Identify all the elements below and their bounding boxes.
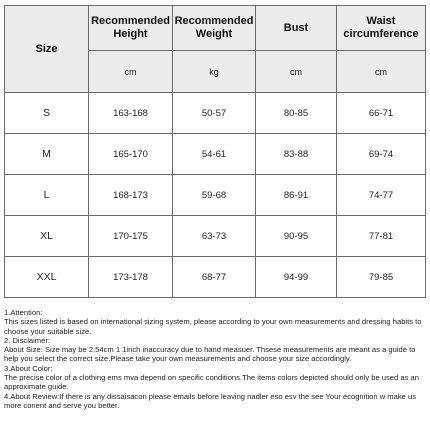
size-cell: XXL bbox=[5, 257, 89, 298]
size-notes bbox=[4, 308, 426, 410]
height-unit: cm bbox=[89, 51, 173, 93]
weight-unit: kg bbox=[173, 51, 256, 93]
size-cell: S bbox=[5, 93, 89, 134]
size-cell: M bbox=[5, 134, 89, 175]
review-text: 4.About Review:If there is any dissaisacon please emails before leaving nadler eso esv the see Your ecognition w make us more conent and serve you better. bbox=[4, 391, 416, 410]
bust-cell: 83-88 bbox=[256, 134, 337, 175]
waist-column-header: Waist circumference bbox=[337, 6, 426, 51]
waist-cell: 79-85 bbox=[337, 257, 426, 298]
weight-column-header: Recommended Weight bbox=[173, 6, 256, 51]
size-cell: L bbox=[5, 175, 89, 216]
color-text: The precise color of a clothing ems mva depend on specific conditions.The items colors depicted should only be used as an approximate guide. bbox=[4, 373, 419, 392]
bust-cell: 90-95 bbox=[256, 216, 337, 257]
color-heading: 3.About Color: bbox=[4, 363, 53, 373]
size-chart bbox=[4, 5, 425, 298]
weight-cell: 50-57 bbox=[173, 93, 256, 134]
waist-cell: 66-71 bbox=[337, 93, 426, 134]
size-column-header: Size bbox=[5, 6, 89, 93]
table-row bbox=[5, 93, 426, 134]
waist-cell: 77-81 bbox=[337, 216, 426, 257]
header-row bbox=[5, 6, 426, 51]
waist-cell: 69-74 bbox=[337, 134, 426, 175]
height-cell: 170-175 bbox=[89, 216, 173, 257]
weight-cell: 68-77 bbox=[173, 257, 256, 298]
table-row bbox=[5, 257, 426, 298]
table-row bbox=[5, 134, 426, 175]
attention-heading: 1.Attention: bbox=[4, 308, 43, 317]
attention-text: This sizes listed is based on international sizing system, please according to your own measurements and dressing habits to choose your suitable size. bbox=[4, 317, 422, 336]
height-cell: 165-170 bbox=[89, 134, 173, 175]
height-cell: 173-178 bbox=[89, 257, 173, 298]
size-cell: XL bbox=[5, 216, 89, 257]
waist-cell: 74-77 bbox=[337, 175, 426, 216]
size-table bbox=[4, 5, 426, 298]
waist-unit: cm bbox=[337, 51, 426, 93]
bust-column-header: Bust bbox=[256, 6, 337, 51]
weight-cell: 63-73 bbox=[173, 216, 256, 257]
height-cell: 163-168 bbox=[89, 93, 173, 134]
height-cell: 168-173 bbox=[89, 175, 173, 216]
disclaimer-heading: 2. Disclaimer: bbox=[4, 335, 50, 345]
table-row bbox=[5, 175, 426, 216]
weight-cell: 59-68 bbox=[173, 175, 256, 216]
bust-cell: 86-91 bbox=[256, 175, 337, 216]
weight-cell: 54-61 bbox=[173, 134, 256, 175]
height-column-header: Recommended Height bbox=[89, 6, 173, 51]
bust-cell: 80-85 bbox=[256, 93, 337, 134]
bust-cell: 94-99 bbox=[256, 257, 337, 298]
table-row bbox=[5, 216, 426, 257]
bust-unit: cm bbox=[256, 51, 337, 93]
disclaimer-text: About Size: Size may be 2.54cm 1 1inch inaccuracy due to hand measuer. Thsese measurements are meant as a guide to help you select the correct size.Please take your own measurements and choose your size accordingly. bbox=[4, 345, 416, 364]
